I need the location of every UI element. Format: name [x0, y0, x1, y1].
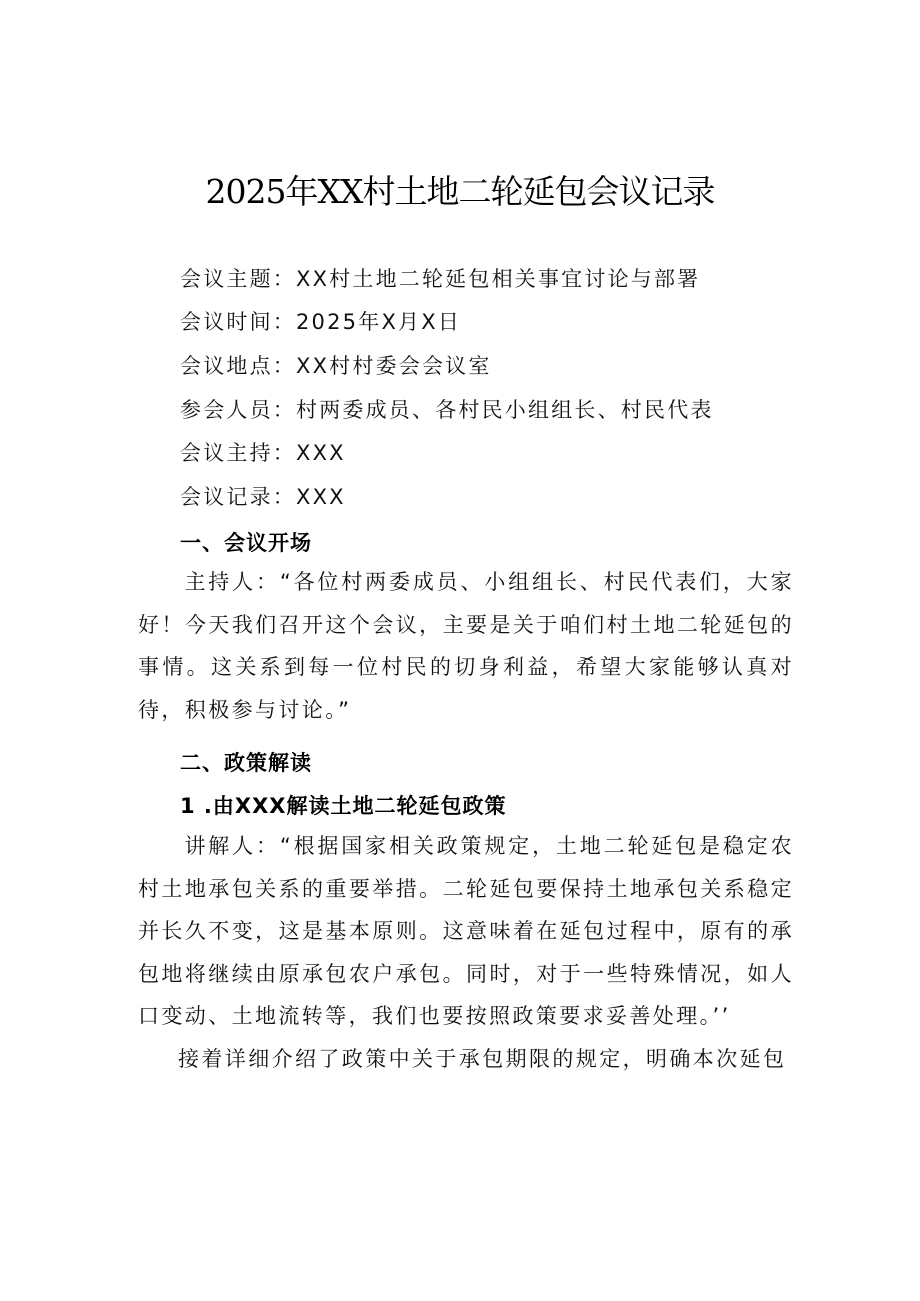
- policy-paragraph: [138, 825, 794, 1038]
- meta-value: XXX: [296, 441, 346, 465]
- section-heading-policy: 二、政策解读: [180, 751, 312, 775]
- meta-host: [180, 437, 346, 467]
- meta-label: 会议主持：: [180, 441, 296, 465]
- meta-time: [180, 306, 461, 336]
- meta-topic: [180, 263, 700, 293]
- meta-label: 会议时间：: [180, 310, 296, 334]
- opening-paragraph: [138, 561, 794, 731]
- subheading-policy-explanation: 1 .由XXX解读土地二轮延包政策: [180, 794, 507, 818]
- meta-value: 2025年X月X日: [296, 310, 462, 334]
- meta-value: XX村土地二轮延包相关事宜讨论与部署: [296, 267, 701, 291]
- meta-label: 会议记录：: [180, 485, 296, 509]
- meta-value: XX村村委会会议室: [296, 354, 492, 378]
- meta-recorder: [180, 481, 346, 511]
- meta-label: 会议主题：: [180, 267, 296, 291]
- section-heading-opening: 一、会议开场: [180, 531, 312, 555]
- document-title: 2025年XX村土地二轮延包会议记录: [205, 172, 715, 211]
- meta-attendees: [180, 394, 714, 424]
- meta-label: 会议地点：: [180, 354, 296, 378]
- opening-paragraph-text: 主持人：“各位村两委成员、小组组长、村民代表们，大家好！今天我们召开这个会议，主要是关于咱们村土地二轮延包的事情。这关系到每一位村民的切身利益，希望大家能够认真对待，积极参与讨论。”: [138, 570, 794, 722]
- meta-value: 村两委成员、各村民小组组长、村民代表: [296, 398, 714, 422]
- meta-location: [180, 350, 492, 380]
- policy-paragraph2-text: 接着详细介绍了政策中关于承包期限的规定，明确本次延包: [178, 1047, 787, 1071]
- policy-paragraph-continued: [138, 1038, 794, 1081]
- meta-label: 参会人员：: [180, 398, 296, 422]
- policy-paragraph-text: 讲解人：“根据国家相关政策规定，土地二轮延包是稳定农村土地承包关系的重要举措。二轮延包要保持土地承包关系稳定并长久不变，这是基本原则。这意味着在延包过程中，原有的承包地将继续由原承包农户承包。同时，对于一些特殊情况，如人口变动、土地流转等，我们也要按照政策要求妥善处理。’’: [138, 834, 794, 1028]
- meta-value: XXX: [296, 485, 346, 509]
